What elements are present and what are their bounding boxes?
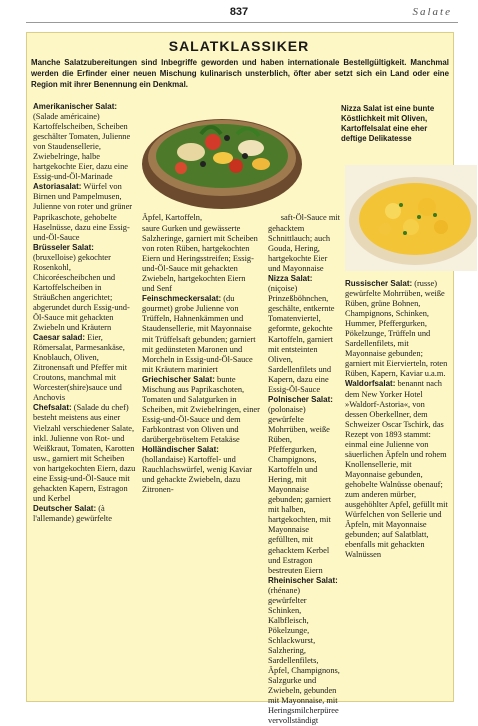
salad-entry bbox=[345, 279, 449, 379]
salad-name: Amerikanischer Salat: bbox=[33, 102, 118, 111]
salad-name: Russischer Salat: bbox=[345, 279, 413, 288]
column-3 bbox=[268, 224, 340, 726]
salad-description: benannt nach dem New Yorker Hotel »Waldorf-Astoria«, von dessen Oberkellner, dem Schweizer Oscar Tschirk, das Rezept von 1893 stammt: einmal eine Julienne von säuerlichen Äpfeln und rohem Knollensellerie, mit Mayonnaise gebunden, gehobelte Walnüsse obenauf; zum anderen mürber, ausgehöhlter Apfel, gefüllt mit Würfelchen von Sellerie und Äpfeln, mit Mayonnaise gebunden; auf Salatblatt, ebenfalls mit gehackten Walnüssen bbox=[345, 379, 448, 560]
salad-entry bbox=[33, 182, 136, 242]
salad-name: Nizza Salat: bbox=[268, 274, 313, 284]
salad-name: Waldorfsalat: bbox=[345, 379, 396, 389]
column-2 bbox=[142, 224, 260, 495]
salad-entry bbox=[268, 274, 340, 395]
salad-description: (à l'allemande) gewürfelte bbox=[33, 503, 112, 523]
salad-description: gehacktem Schnittlauch; auch Gouda, Hering, hartgekochte Eier und Mayonnaise bbox=[268, 224, 331, 274]
salad-entry bbox=[142, 294, 260, 374]
salad-entry bbox=[268, 224, 340, 274]
salad-description: bunte Mischung aus Paprikaschoten, Tomaten und Salatgurken in Scheiben, mit Zwiebelringen, einer Essig-und-Öl-Sauce und dem Farbkontrast von Oliven und darübergebröseltem Fetakäse bbox=[142, 374, 260, 444]
salad-entry bbox=[33, 243, 136, 333]
wrap-text-right: saft-Öl-Sauce mit bbox=[280, 213, 340, 222]
salad-entry bbox=[142, 224, 260, 294]
salad-entry bbox=[142, 375, 260, 445]
page-title: SALATKLASSIKER bbox=[168, 38, 310, 54]
salad-description: (polonaise) gewürfelte Mohrrüben, weiße Rüben, Pfeffergurken, Champignons, Kartoffeln und Hering, mit Mayonnaise gebunden; garniert mit halben, hartgekochten, mit Mayonnaise gefüllten, mit gehacktem Kerbel und Estragon bestreuten Eiern bbox=[268, 404, 332, 575]
salad-description: Eier, Römersalat, Parmesankäse, Knoblauch, Oliven, Zitronensaft und Pfeffer mit Croutons, manchmal mit Worcester(shire)sauce und Anchovis bbox=[33, 333, 128, 403]
nizza-salad-photo bbox=[141, 112, 303, 210]
salad-description: (russe) gewürfelte Mohrrüben, weiße Rüben, grüne Bohnen, Champignons, Schinken, Hummer, Pfeffergurken, Pökelzunge, Trüffeln und Sardellenfilets, mit Mayonnaise gebunden; garniert mit Eiervierteln, roten Rüben, Kapern, Kaviar u.a.m. bbox=[345, 279, 448, 379]
salad-entry bbox=[33, 333, 136, 403]
intro-text: Manche Salatzubereitungen sind Inbegriffe geworden und haben internationale Bestellgültigkeit. Manchmal werden die Erfinder einer neuen Mischung kulinarisch unsterblich, öfter aber setzt sich ein Land oder eine Region mit ihrer Benennung ein Denkmal. bbox=[31, 58, 449, 89]
salad-entry bbox=[33, 102, 136, 182]
salad-name: Deutscher Salat: bbox=[33, 503, 97, 513]
salad-name: Feinschmeckersalat: bbox=[142, 294, 222, 304]
section-title: Salate bbox=[412, 6, 452, 18]
salad-name: Chefsalat: bbox=[33, 403, 72, 413]
salad-description: (bruxelloise) gekochter Rosenkohl, Chicoréescheibchen und Kartoffelscheiben in Sträußchen angerichtet; abgerundet durch Essig-und-Öl-Sauce mit gehackten Zwiebeln und Kräutern bbox=[33, 252, 130, 333]
wrap-text-left: Äpfel, Kartoffeln, bbox=[142, 213, 203, 222]
potato-salad-photo bbox=[345, 165, 477, 271]
salad-entry bbox=[142, 445, 260, 495]
salad-entry bbox=[33, 403, 136, 503]
salad-entry bbox=[268, 395, 340, 576]
salad-description: (niçoise) Prinzeßböhnchen, geschälte, entkernte Tomatenviertel, geformte, gekochte Kartoffeln, garniert mit entsteinten Oliven, Sardellenfilets und Kapern, dazu eine Essig-Öl-Sauce bbox=[268, 284, 335, 394]
salad-description: saure Gurken und gewässerte Salzheringe, garniert mit Scheiben von roten Rüben, hartgekochten Eiern und Heringsstreifen; Essig-und-Öl-Sauce mit gehackten Zwiebeln, hartgekochten Eiern und Senf bbox=[142, 224, 258, 294]
salad-description: (Salade du chef) besteht meistens aus einer Vielzahl verschiedener Salate, inkl. Julienne von Rot- und Weißkraut, Tomaten, Karotten usw., garniert mit Scheiben von hartgekochten Eiern, dazu eine Essig-und-Öl-Sauce mit gehackten Kapern, Estragon und Kerbel bbox=[33, 403, 136, 503]
salad-name: Griechischer Salat: bbox=[142, 374, 215, 384]
salad-description: (Salade américaine) Kartoffelscheiben, Scheiben geschälter Tomaten, Julienne von Staudensellerie, Zwiebelringe, halbe hartgekochte Eier, dazu eine Essig-und-Öl-Marinade bbox=[33, 112, 131, 182]
column-1 bbox=[33, 102, 136, 524]
salad-entry bbox=[268, 576, 340, 726]
salad-name: Caesar salad: bbox=[33, 333, 86, 343]
salad-description: (rhénane) gewürfelter Schinken, Kalbfleisch, Pökelzunge, Schlackwurst, Salzhering, Sardellenfilets, Äpfel, Champignons, Salzgurke und Zwiebeln, gebunden mit Mayonnaise, mit Heringsmilcherpüree vervollständigt bbox=[268, 585, 340, 726]
salad-description: Würfel von Birnen und Pampelmusen, Julienne von roter und grüner Paprikaschote, gehobelte Haselnüsse, dazu eine Essig-und-Öl-Sauce bbox=[33, 182, 133, 242]
salad-name: Polnischer Salat: bbox=[268, 394, 333, 404]
column-4 bbox=[345, 279, 449, 560]
photo-caption: Nizza Salat ist eine bunte Köstlichkeit mit Oliven, Kartoffelsalat eine eher deftige Delikatesse bbox=[341, 104, 435, 143]
salad-name: Brüsseler Salat: bbox=[33, 242, 94, 252]
salad-name: Holländischer Salat: bbox=[142, 445, 219, 455]
salad-entry bbox=[345, 379, 449, 560]
salad-description: (du gourmet) grobe Julienne von Trüffeln, Hahnenkämmen und Staudensellerie, mit Mayonnaise mit Trüffelsaft gebunden; garniert mit gedünsteten Maronen und Morcheln in Essig-und-Öl-Sauce mit Kräutern mariniert bbox=[142, 294, 256, 374]
page-number: 837 bbox=[229, 6, 249, 18]
salad-description: (hollandaise) Kartoffel- und Rauchlachswürfel, wenig Kaviar und gehackte Zwiebeln, dazu Zitronen- bbox=[142, 455, 252, 495]
header-rule bbox=[26, 22, 458, 23]
salad-name: Rheinischer Salat: bbox=[268, 575, 338, 585]
salad-entry bbox=[33, 504, 136, 524]
salad-name: Astoriasalat: bbox=[33, 182, 82, 192]
